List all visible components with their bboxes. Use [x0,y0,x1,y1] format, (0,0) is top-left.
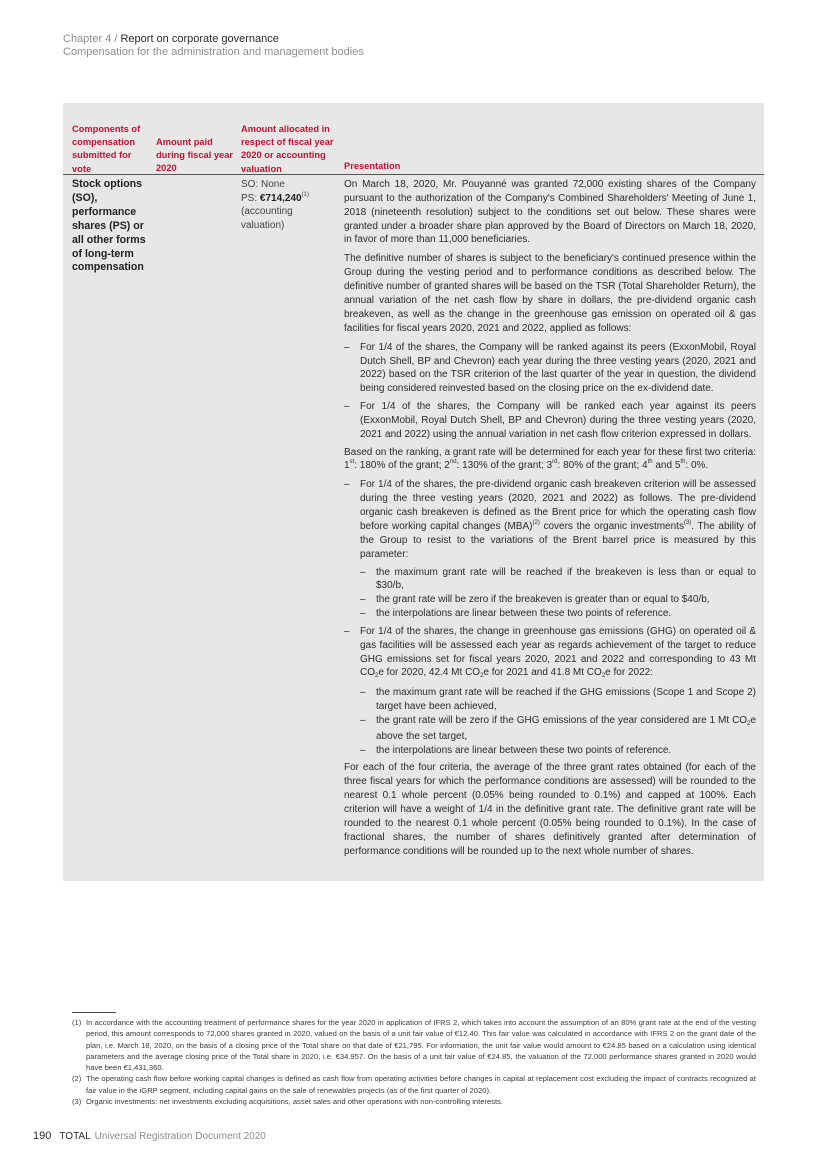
chapter-line: Chapter 4 / Report on corporate governance [63,33,279,45]
page-number: 190 [33,1130,52,1142]
sub-bullet-breakeven-3: – the interpolations are linear between these two points of reference. [344,607,756,621]
header-components: Components of compensation submitted for vote [72,124,141,174]
presentation-text [344,178,756,864]
ghg-text-c: e for 2021 and 41.8 Mt CO [483,667,602,679]
bullet-cash-flow: – For 1/4 of the shares, the Company will be ranked each year against its peers (ExxonMobil, Royal Dutch Shell, BP and Chevron) during the three vesting years (2020, 2021 and 2022) using the annual variation in net cash flow criterion expressed in dollars. [344,400,756,442]
footnote-3 [72,1096,756,1107]
footnote-2 [72,1073,756,1096]
paragraph-2: The definitive number of shares is subject to the beneficiary's continued presence within the Group during the vesting period and to performance conditions as described below. The definitive number of granted shares will be based on the TSR (Total Shareholder Return), the annual variation of the net cash flow by share in dollars, the pre-dividend organic cash breakeven, as well as the change in the greenhouse gas emission on operated oil & gas facilities for fiscal years 2020, 2021 and 2022, applied as follows: [344,253,756,334]
footnote-text: Organic investments: net investments excluding acquisitions, asset sales and other operations with non-controlling interests. [86,1097,504,1107]
footnotes [72,1017,756,1107]
co2-sub-3: 2 [601,673,606,680]
ranking-text-b: : 180% of the grant; 2 [354,460,450,472]
header-presentation: Presentation [344,161,401,171]
ord-th-2: th [680,459,686,466]
ps-value-line [241,192,337,206]
paragraph-final: For each of the four criteria, the average of the three grant rates obtained (for each of the three fiscal years for which the performance conditions are assessed) will be rounded to the nearest 0.1 whole percent (0.05% being rounded to 0.1%) and capped at 100%. Each criterion will have a weight of 1/4 in the definitive grant rate. The definitive grant rate will be rounded to the nearest 0.1 whole percent (0.05% being rounded to 0.1%). In the case of fractional shares, the number of shares definitively granted after determination of performance conditions will be rounded up to the next whole number of shares. [344,762,756,857]
amount-allocated-value [241,178,337,232]
ord-th: th [647,459,653,466]
ps-label: PS: [241,192,260,204]
footnote-ref-2[interactable]: (2) [532,519,540,526]
footnote-number: (3) [72,1097,82,1107]
sub-bullet-ghg-3: – the interpolations are linear between these two points of reference. [344,744,756,758]
ghg-text-d: e for 2022: [605,667,653,679]
page-footer [33,1130,266,1142]
bullet-ghg [344,625,756,682]
footnote-text: The operating cash flow before working capital changes is defined as cash flow from operating activities before changes in capital at replacement cost excluding the impact of contracts recognized at fair value in the iGRP segment, including capital gains on the sale of renewables projects (as of the first quarter of 2020). [86,1074,756,1095]
header-amount-paid: Amount paid during fiscal year 2020 [156,137,233,174]
ghg-text-b: e for 2020, 42.4 Mt CO [378,667,481,679]
ranking-text-d: : 80% of the grant; 4 [557,460,648,472]
breakeven-text-c: . The ability of the Group to resist to the variations of the Brent barrel price is measured by this parameter: [360,520,756,560]
co2-sub-2: 2 [480,673,484,680]
ord-nd: nd [449,459,457,466]
ord-rd: rd [552,459,558,466]
ord-st: st [349,459,355,466]
sub-bullet-ghg-1: – the maximum grant rate will be reached if the GHG emissions (Scope 1 and Scope 2) target have been achieved, [344,686,756,714]
ranking-text-e: and 5 [652,460,681,472]
footnote-text: In accordance with the accounting treatment of performance shares for the year 2020 in application of IFRS 2, which takes into account the assumption of an 80% grant rate at the end of the vesting period, this amount corresponds to 72,000 shares granted in 2020, valued on the basis of a unit fair value of €12.40. This fair value was calculated in accordance with IFRS 2 on the grant date of the plan, i.e. March 18, 2020, on the basis of a closing price of the Total share on that date of €21,795. For information, the unit fair value would amount to €24.85 based on a calculation using identical parameters and the average closing price of the Total share in 2020, i.e. €34.957. On the basis of a unit fair value of €24.85, the valuation of the 72,000 performance shares granted in 2020 would have been €1,431,360. [86,1018,756,1073]
sub-bullet-breakeven-1: – the maximum grant rate will be reached if the breakeven is less than or equal to $30/b, [344,566,756,594]
footnote-number: (1) [72,1018,82,1027]
ranking-text-a: Based on the ranking, a grant rate will be determined for each year for these first two criteria: 1 [344,446,756,472]
chapter-number: Chapter 4 [63,33,112,45]
section-subtitle: Compensation for the administration and management bodies [63,46,364,58]
header-amount-allocated: Amount allocated in respect of fiscal year 2020 or accounting valuation [241,124,334,174]
footnote-1 [72,1017,756,1073]
bullet-breakeven [344,478,756,561]
breakeven-text-a: For 1/4 of the shares, the pre-dividend organic cash breakeven criterion will be assessed during the three vesting years (2020, 2021 and 2022) as follows. The pre-dividend organic cash breakeven is defined as the Brent price for which the operating cash flow before working capital changes (MBA) [360,479,756,532]
paragraph-1: On March 18, 2020, Mr. Pouyanné was granted 72,000 existing shares of the Company pursuant to the authorization of the Company's Combined Shareholders' Meeting of June 1, 2018 (nineteenth resolution) subject to the conditions set out below. These shares were granted under a broader share plan approved by the Board of Directors on March 18, 2020, in favor of more than 11,000 beneficiaries. [344,179,756,246]
header-divider [63,174,764,175]
footnote-divider [72,1012,116,1013]
sub-bullet-breakeven-2: – the grant rate will be zero if the breakeven is greater than or equal to $40/b, [344,593,756,607]
ranking-text-c: : 130% of the grant; 3 [456,460,553,472]
brand-name: TOTAL [59,1131,91,1142]
ghg-sub2-text-a: the grant rate will be zero if the GHG emissions of the year considered are 1 Mt CO [376,714,748,726]
ghg-sub2-text-b: e above the set target, [376,714,756,742]
footnote-ref-3[interactable]: (3) [683,519,692,526]
bullet-tsr: – For 1/4 of the shares, the Company will be ranked against its peers (ExxonMobil, Royal Dutch Shell, BP and Chevron) each year during the three vesting years (2020, 2021 and 2022) based on the TSR criterion of the last quarter of the year in question, the dividend being considered reinvested based on the closing price on the ex-dividend date. [344,341,756,396]
co2-sub-1: 2 [375,673,379,680]
breakeven-text-b: covers the organic investments [539,520,684,532]
document-title: Universal Registration Document 2020 [94,1131,266,1142]
ghg-text-a: For 1/4 of the shares, the change in greenhouse gas emissions (GHG) on operated oil & gas facilities will be assessed each year as regards achievement of the target to reduce GHG emissions set for fiscal years 2020, 2021 and 2022 and corresponding to 43 Mt CO [360,625,756,679]
chapter-title: Report on corporate governance [120,33,279,45]
footnote-number: (2) [72,1074,82,1084]
footnote-ref-1[interactable]: (1) [301,191,309,198]
ranking-text-f: : 0%. [685,460,709,472]
sub-bullet-ghg-2 [344,714,756,744]
ps-amount: €714,240 [259,192,302,204]
component-label: Stock options (SO), performance shares (PS) or all other forms of long-term compensation [72,178,146,274]
co2-sub-4: 2 [747,720,751,727]
so-value: SO: None [241,179,285,190]
paragraph-ranking [344,446,756,474]
page-header [63,33,364,59]
ps-suffix: (accounting valuation) [241,206,293,231]
